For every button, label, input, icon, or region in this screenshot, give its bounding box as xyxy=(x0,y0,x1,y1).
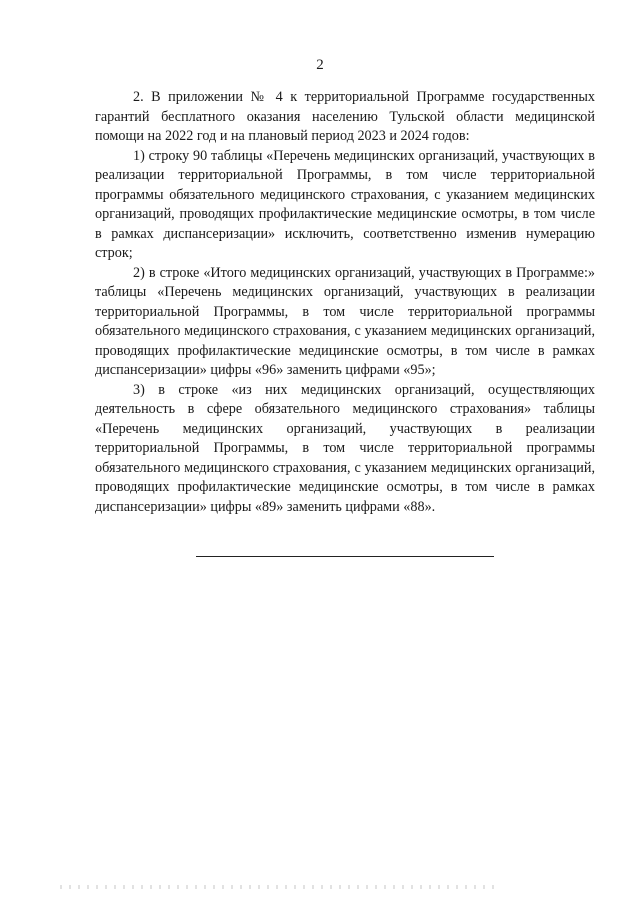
page-number: 2 xyxy=(316,57,324,73)
paragraph-subitem-3: 3) в строке «из них медицинских организаций, осуществляющих деятельность в сфере обязательного медицинского страхования» таблицы «Перечень медицинских организаций, участвующих в реализации территориальной Программы, в том числе территориальной программы обязательного медицинского страхования, с указанием медицинских организаций, проводящих профилактические медицинские осмотры, в том числе в рамках диспансеризации» цифры «89» заменить цифрами «88». xyxy=(95,381,595,515)
closing-divider-line xyxy=(196,556,494,557)
scan-artifact-specks xyxy=(60,885,500,889)
document-body xyxy=(95,88,595,517)
paragraph-item-2: 2. В приложении № 4 к территориальной Программе государственных гарантий бесплатного оказания населению Тульской области медицинской помощи на 2022 год и на плановый период 2023 и 2024 годов: xyxy=(95,89,595,144)
paragraph-subitem-1: 1) строку 90 таблицы «Перечень медицинских организаций, участвующих в реализации территориальной Программы, в том числе территориальной программы обязательного медицинского страхования, с указанием медицинских организаций, проводящих профилактические медицинские осмотры, в том числе в рамках диспансеризации» исключить, соответственно изменив нумерацию строк; xyxy=(95,147,595,261)
paragraph-subitem-2: 2) в строке «Итого медицинских организаций, участвующих в Программе:» таблицы «Перечень медицинских организаций, участвующих в реализации территориальной Программы, в том числе территориальной программы обязательного медицинского страхования, с указанием медицинских организаций, проводящих профилактические медицинские осмотры, в том числе в рамках диспансеризации» цифры «96» заменить цифрами «95»; xyxy=(95,264,595,378)
